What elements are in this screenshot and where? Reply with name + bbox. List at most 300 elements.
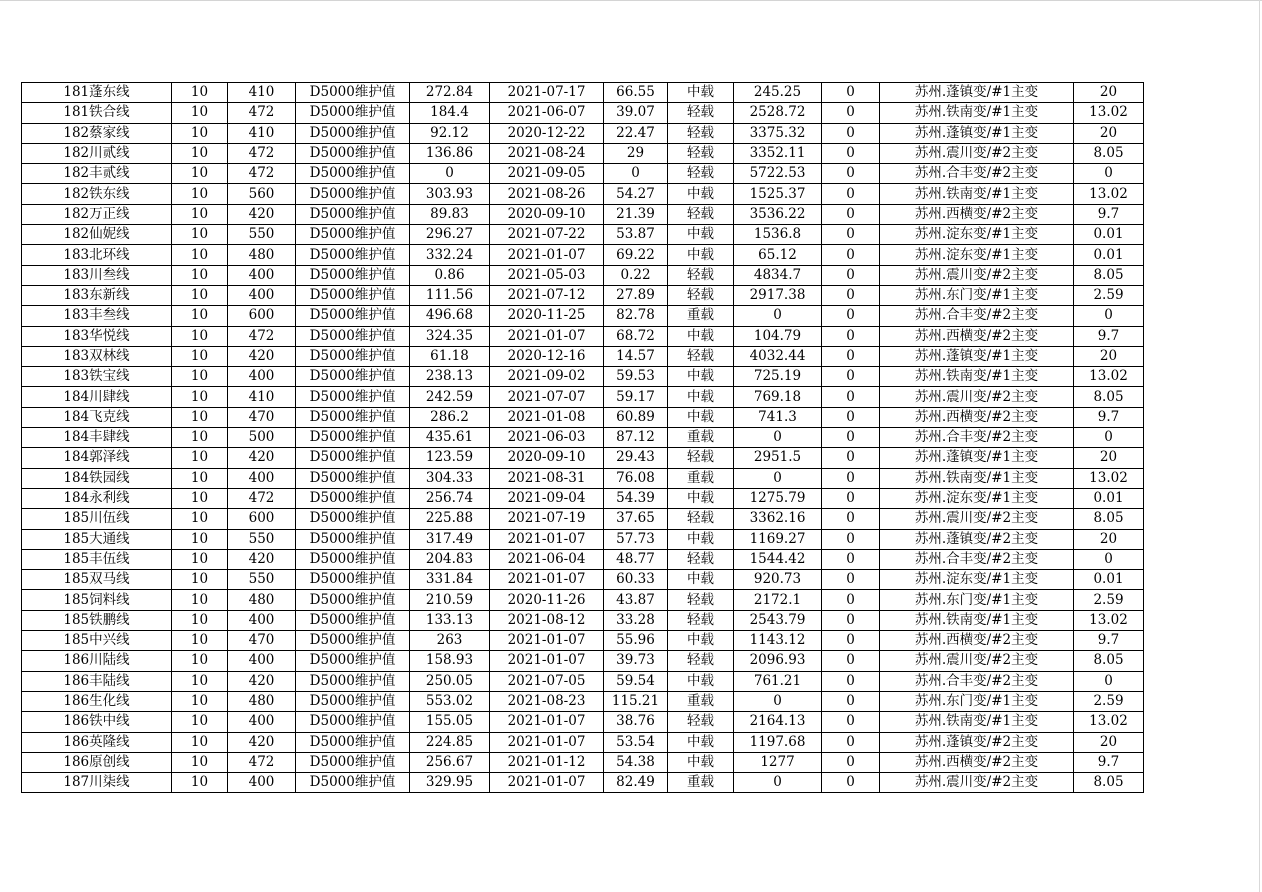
load-rate-cell: 76.08 bbox=[604, 468, 668, 488]
current-value-cell: 133.13 bbox=[410, 610, 490, 630]
voltage-cell: 10 bbox=[172, 123, 228, 143]
table-row bbox=[22, 651, 1144, 671]
rated-current-cell: 500 bbox=[228, 428, 296, 448]
rated-current-cell: 600 bbox=[228, 306, 296, 326]
line-name-cell: 186丰陆线 bbox=[22, 671, 172, 691]
table-row bbox=[22, 428, 1144, 448]
transformer-cell: 苏州.铁南变/#1主变 bbox=[880, 712, 1074, 732]
voltage-cell: 10 bbox=[172, 225, 228, 245]
line-name-cell: 183华悦线 bbox=[22, 326, 172, 346]
flag-cell: 0 bbox=[822, 265, 880, 285]
current-value-cell: 317.49 bbox=[410, 529, 490, 549]
rated-current-cell: 400 bbox=[228, 468, 296, 488]
source-cell: D5000维护值 bbox=[296, 326, 410, 346]
rated-current-cell: 560 bbox=[228, 184, 296, 204]
flag-cell: 0 bbox=[822, 529, 880, 549]
flag-cell: 0 bbox=[822, 671, 880, 691]
load-rate-cell: 53.87 bbox=[604, 225, 668, 245]
current-value-cell: 92.12 bbox=[410, 123, 490, 143]
rated-current-cell: 600 bbox=[228, 509, 296, 529]
load-rate-cell: 37.65 bbox=[604, 509, 668, 529]
capacity-cell: 0.01 bbox=[1074, 488, 1144, 508]
date-cell: 2021-05-03 bbox=[490, 265, 604, 285]
table-row bbox=[22, 83, 1144, 103]
line-name-cell: 183双林线 bbox=[22, 346, 172, 366]
load-status-cell: 轻载 bbox=[668, 123, 734, 143]
transformer-cell: 苏州.西横变/#2主变 bbox=[880, 204, 1074, 224]
table-row bbox=[22, 225, 1144, 245]
load-status-cell: 轻载 bbox=[668, 549, 734, 569]
voltage-cell: 10 bbox=[172, 103, 228, 123]
flag-cell: 0 bbox=[822, 549, 880, 569]
load-rate-cell: 0 bbox=[604, 164, 668, 184]
current-value-cell: 324.35 bbox=[410, 326, 490, 346]
load-status-cell: 轻载 bbox=[668, 103, 734, 123]
date-cell: 2021-01-08 bbox=[490, 407, 604, 427]
capacity-cell: 8.05 bbox=[1074, 651, 1144, 671]
margin-cell: 1525.37 bbox=[734, 184, 822, 204]
margin-cell: 0 bbox=[734, 468, 822, 488]
source-cell: D5000维护值 bbox=[296, 732, 410, 752]
voltage-cell: 10 bbox=[172, 549, 228, 569]
date-cell: 2021-07-22 bbox=[490, 225, 604, 245]
load-rate-cell: 82.78 bbox=[604, 306, 668, 326]
voltage-cell: 10 bbox=[172, 143, 228, 163]
date-cell: 2020-12-16 bbox=[490, 346, 604, 366]
load-rate-cell: 33.28 bbox=[604, 610, 668, 630]
flag-cell: 0 bbox=[822, 367, 880, 387]
rated-current-cell: 420 bbox=[228, 346, 296, 366]
load-rate-cell: 38.76 bbox=[604, 712, 668, 732]
data-table bbox=[21, 82, 1144, 793]
flag-cell: 0 bbox=[822, 570, 880, 590]
load-rate-cell: 29.43 bbox=[604, 448, 668, 468]
current-value-cell: 272.84 bbox=[410, 83, 490, 103]
margin-cell: 3375.32 bbox=[734, 123, 822, 143]
line-name-cell: 183北环线 bbox=[22, 245, 172, 265]
load-rate-cell: 60.33 bbox=[604, 570, 668, 590]
capacity-cell: 8.05 bbox=[1074, 509, 1144, 529]
voltage-cell: 10 bbox=[172, 752, 228, 772]
margin-cell: 3352.11 bbox=[734, 143, 822, 163]
capacity-cell: 8.05 bbox=[1074, 387, 1144, 407]
table-row bbox=[22, 387, 1144, 407]
capacity-cell: 9.7 bbox=[1074, 326, 1144, 346]
line-name-cell: 184飞克线 bbox=[22, 407, 172, 427]
transformer-cell: 苏州.铁南变/#1主变 bbox=[880, 103, 1074, 123]
rated-current-cell: 400 bbox=[228, 285, 296, 305]
line-name-cell: 184郭泽线 bbox=[22, 448, 172, 468]
date-cell: 2021-08-26 bbox=[490, 184, 604, 204]
rated-current-cell: 550 bbox=[228, 570, 296, 590]
source-cell: D5000维护值 bbox=[296, 671, 410, 691]
load-rate-cell: 59.17 bbox=[604, 387, 668, 407]
flag-cell: 0 bbox=[822, 488, 880, 508]
current-value-cell: 435.61 bbox=[410, 428, 490, 448]
margin-cell: 0 bbox=[734, 306, 822, 326]
load-rate-cell: 87.12 bbox=[604, 428, 668, 448]
line-name-cell: 186铁中线 bbox=[22, 712, 172, 732]
table-row bbox=[22, 549, 1144, 569]
current-value-cell: 89.83 bbox=[410, 204, 490, 224]
date-cell: 2021-08-23 bbox=[490, 691, 604, 711]
margin-cell: 1544.42 bbox=[734, 549, 822, 569]
line-name-cell: 185饲料线 bbox=[22, 590, 172, 610]
current-value-cell: 184.4 bbox=[410, 103, 490, 123]
load-rate-cell: 39.07 bbox=[604, 103, 668, 123]
capacity-cell: 20 bbox=[1074, 448, 1144, 468]
margin-cell: 104.79 bbox=[734, 326, 822, 346]
current-value-cell: 250.05 bbox=[410, 671, 490, 691]
table-row bbox=[22, 570, 1144, 590]
date-cell: 2021-07-12 bbox=[490, 285, 604, 305]
table-row bbox=[22, 143, 1144, 163]
current-value-cell: 553.02 bbox=[410, 691, 490, 711]
line-name-cell: 185中兴线 bbox=[22, 631, 172, 651]
voltage-cell: 10 bbox=[172, 306, 228, 326]
margin-cell: 0 bbox=[734, 691, 822, 711]
transformer-cell: 苏州.淀东变/#1主变 bbox=[880, 225, 1074, 245]
current-value-cell: 296.27 bbox=[410, 225, 490, 245]
rated-current-cell: 470 bbox=[228, 407, 296, 427]
transformer-cell: 苏州.蓬镇变/#1主变 bbox=[880, 346, 1074, 366]
flag-cell: 0 bbox=[822, 448, 880, 468]
load-status-cell: 中载 bbox=[668, 367, 734, 387]
load-status-cell: 轻载 bbox=[668, 265, 734, 285]
current-value-cell: 61.18 bbox=[410, 346, 490, 366]
load-status-cell: 中载 bbox=[668, 245, 734, 265]
source-cell: D5000维护值 bbox=[296, 123, 410, 143]
margin-cell: 761.21 bbox=[734, 671, 822, 691]
table-row bbox=[22, 306, 1144, 326]
current-value-cell: 263 bbox=[410, 631, 490, 651]
date-cell: 2021-08-31 bbox=[490, 468, 604, 488]
table-row bbox=[22, 590, 1144, 610]
margin-cell: 1275.79 bbox=[734, 488, 822, 508]
load-status-cell: 轻载 bbox=[668, 285, 734, 305]
current-value-cell: 204.83 bbox=[410, 549, 490, 569]
margin-cell: 741.3 bbox=[734, 407, 822, 427]
voltage-cell: 10 bbox=[172, 83, 228, 103]
flag-cell: 0 bbox=[822, 204, 880, 224]
date-cell: 2021-01-07 bbox=[490, 529, 604, 549]
capacity-cell: 2.59 bbox=[1074, 691, 1144, 711]
capacity-cell: 9.7 bbox=[1074, 407, 1144, 427]
date-cell: 2021-01-07 bbox=[490, 732, 604, 752]
table-row bbox=[22, 285, 1144, 305]
rated-current-cell: 420 bbox=[228, 204, 296, 224]
date-cell: 2021-07-07 bbox=[490, 387, 604, 407]
table-row bbox=[22, 164, 1144, 184]
line-name-cell: 183铁宝线 bbox=[22, 367, 172, 387]
source-cell: D5000维护值 bbox=[296, 712, 410, 732]
voltage-cell: 10 bbox=[172, 773, 228, 793]
transformer-cell: 苏州.震川变/#2主变 bbox=[880, 773, 1074, 793]
capacity-cell: 20 bbox=[1074, 732, 1144, 752]
margin-cell: 1197.68 bbox=[734, 732, 822, 752]
rated-current-cell: 410 bbox=[228, 123, 296, 143]
load-status-cell: 重载 bbox=[668, 468, 734, 488]
load-rate-cell: 48.77 bbox=[604, 549, 668, 569]
margin-cell: 1143.12 bbox=[734, 631, 822, 651]
margin-cell: 3536.22 bbox=[734, 204, 822, 224]
rated-current-cell: 410 bbox=[228, 387, 296, 407]
source-cell: D5000维护值 bbox=[296, 773, 410, 793]
load-status-cell: 中载 bbox=[668, 184, 734, 204]
margin-cell: 245.25 bbox=[734, 83, 822, 103]
load-status-cell: 中载 bbox=[668, 631, 734, 651]
transformer-cell: 苏州.淀东变/#1主变 bbox=[880, 245, 1074, 265]
date-cell: 2021-09-05 bbox=[490, 164, 604, 184]
voltage-cell: 10 bbox=[172, 671, 228, 691]
load-rate-cell: 21.39 bbox=[604, 204, 668, 224]
capacity-cell: 20 bbox=[1074, 83, 1144, 103]
source-cell: D5000维护值 bbox=[296, 509, 410, 529]
margin-cell: 5722.53 bbox=[734, 164, 822, 184]
table-row bbox=[22, 509, 1144, 529]
margin-cell: 4834.7 bbox=[734, 265, 822, 285]
load-rate-cell: 54.38 bbox=[604, 752, 668, 772]
capacity-cell: 2.59 bbox=[1074, 590, 1144, 610]
transformer-cell: 苏州.震川变/#2主变 bbox=[880, 265, 1074, 285]
flag-cell: 0 bbox=[822, 509, 880, 529]
load-rate-cell: 22.47 bbox=[604, 123, 668, 143]
margin-cell: 1277 bbox=[734, 752, 822, 772]
table-row bbox=[22, 367, 1144, 387]
date-cell: 2021-06-07 bbox=[490, 103, 604, 123]
transformer-cell: 苏州.震川变/#2主变 bbox=[880, 509, 1074, 529]
transformer-cell: 苏州.震川变/#2主变 bbox=[880, 651, 1074, 671]
margin-cell: 2164.13 bbox=[734, 712, 822, 732]
capacity-cell: 9.7 bbox=[1074, 752, 1144, 772]
table-row bbox=[22, 265, 1144, 285]
load-status-cell: 重载 bbox=[668, 691, 734, 711]
voltage-cell: 10 bbox=[172, 346, 228, 366]
transformer-cell: 苏州.蓬镇变/#2主变 bbox=[880, 732, 1074, 752]
source-cell: D5000维护值 bbox=[296, 651, 410, 671]
date-cell: 2020-09-10 bbox=[490, 204, 604, 224]
source-cell: D5000维护值 bbox=[296, 549, 410, 569]
rated-current-cell: 472 bbox=[228, 488, 296, 508]
load-rate-cell: 27.89 bbox=[604, 285, 668, 305]
voltage-cell: 10 bbox=[172, 245, 228, 265]
source-cell: D5000维护值 bbox=[296, 83, 410, 103]
transformer-cell: 苏州.西横变/#2主变 bbox=[880, 631, 1074, 651]
rated-current-cell: 410 bbox=[228, 83, 296, 103]
margin-cell: 0 bbox=[734, 773, 822, 793]
line-name-cell: 181蓬东线 bbox=[22, 83, 172, 103]
capacity-cell: 0 bbox=[1074, 671, 1144, 691]
rated-current-cell: 420 bbox=[228, 732, 296, 752]
date-cell: 2021-07-19 bbox=[490, 509, 604, 529]
load-rate-cell: 0.22 bbox=[604, 265, 668, 285]
flag-cell: 0 bbox=[822, 123, 880, 143]
date-cell: 2021-08-12 bbox=[490, 610, 604, 630]
current-value-cell: 136.86 bbox=[410, 143, 490, 163]
line-name-cell: 186川陆线 bbox=[22, 651, 172, 671]
source-cell: D5000维护值 bbox=[296, 610, 410, 630]
table-row bbox=[22, 488, 1144, 508]
margin-cell: 2096.93 bbox=[734, 651, 822, 671]
date-cell: 2021-01-07 bbox=[490, 651, 604, 671]
page-right-edge bbox=[1259, 0, 1260, 892]
load-status-cell: 轻载 bbox=[668, 590, 734, 610]
transformer-cell: 苏州.西横变/#2主变 bbox=[880, 326, 1074, 346]
date-cell: 2021-08-24 bbox=[490, 143, 604, 163]
capacity-cell: 20 bbox=[1074, 123, 1144, 143]
table-row bbox=[22, 123, 1144, 143]
capacity-cell: 13.02 bbox=[1074, 103, 1144, 123]
voltage-cell: 10 bbox=[172, 285, 228, 305]
table-row bbox=[22, 184, 1144, 204]
current-value-cell: 332.24 bbox=[410, 245, 490, 265]
date-cell: 2021-09-02 bbox=[490, 367, 604, 387]
margin-cell: 2951.5 bbox=[734, 448, 822, 468]
capacity-cell: 13.02 bbox=[1074, 184, 1144, 204]
table-row bbox=[22, 631, 1144, 651]
table-row bbox=[22, 245, 1144, 265]
date-cell: 2021-01-12 bbox=[490, 752, 604, 772]
table-row bbox=[22, 752, 1144, 772]
transformer-cell: 苏州.蓬镇变/#2主变 bbox=[880, 529, 1074, 549]
margin-cell: 2172.1 bbox=[734, 590, 822, 610]
rated-current-cell: 550 bbox=[228, 225, 296, 245]
voltage-cell: 10 bbox=[172, 387, 228, 407]
margin-cell: 1536.8 bbox=[734, 225, 822, 245]
source-cell: D5000维护值 bbox=[296, 570, 410, 590]
flag-cell: 0 bbox=[822, 164, 880, 184]
flag-cell: 0 bbox=[822, 387, 880, 407]
rated-current-cell: 420 bbox=[228, 671, 296, 691]
date-cell: 2021-06-04 bbox=[490, 549, 604, 569]
source-cell: D5000维护值 bbox=[296, 164, 410, 184]
line-name-cell: 185丰伍线 bbox=[22, 549, 172, 569]
line-name-cell: 184铁园线 bbox=[22, 468, 172, 488]
flag-cell: 0 bbox=[822, 732, 880, 752]
transformer-cell: 苏州.蓬镇变/#1主变 bbox=[880, 123, 1074, 143]
transformer-cell: 苏州.铁南变/#1主变 bbox=[880, 184, 1074, 204]
current-value-cell: 331.84 bbox=[410, 570, 490, 590]
rated-current-cell: 480 bbox=[228, 590, 296, 610]
source-cell: D5000维护值 bbox=[296, 387, 410, 407]
rated-current-cell: 472 bbox=[228, 752, 296, 772]
load-status-cell: 轻载 bbox=[668, 164, 734, 184]
table-row bbox=[22, 468, 1144, 488]
load-status-cell: 轻载 bbox=[668, 448, 734, 468]
date-cell: 2021-01-07 bbox=[490, 631, 604, 651]
capacity-cell: 13.02 bbox=[1074, 468, 1144, 488]
capacity-cell: 13.02 bbox=[1074, 610, 1144, 630]
load-status-cell: 中载 bbox=[668, 326, 734, 346]
line-name-cell: 186生化线 bbox=[22, 691, 172, 711]
flag-cell: 0 bbox=[822, 143, 880, 163]
flag-cell: 0 bbox=[822, 346, 880, 366]
margin-cell: 4032.44 bbox=[734, 346, 822, 366]
voltage-cell: 10 bbox=[172, 407, 228, 427]
flag-cell: 0 bbox=[822, 225, 880, 245]
line-name-cell: 182万正线 bbox=[22, 204, 172, 224]
voltage-cell: 10 bbox=[172, 488, 228, 508]
transformer-cell: 苏州.蓬镇变/#1主变 bbox=[880, 83, 1074, 103]
voltage-cell: 10 bbox=[172, 367, 228, 387]
table-row bbox=[22, 407, 1144, 427]
transformer-cell: 苏州.西横变/#2主变 bbox=[880, 752, 1074, 772]
capacity-cell: 20 bbox=[1074, 346, 1144, 366]
source-cell: D5000维护值 bbox=[296, 285, 410, 305]
rated-current-cell: 400 bbox=[228, 773, 296, 793]
rated-current-cell: 472 bbox=[228, 143, 296, 163]
load-status-cell: 轻载 bbox=[668, 712, 734, 732]
load-status-cell: 中载 bbox=[668, 732, 734, 752]
flag-cell: 0 bbox=[822, 651, 880, 671]
rated-current-cell: 480 bbox=[228, 245, 296, 265]
rated-current-cell: 470 bbox=[228, 631, 296, 651]
voltage-cell: 10 bbox=[172, 732, 228, 752]
line-name-cell: 181铁合线 bbox=[22, 103, 172, 123]
flag-cell: 0 bbox=[822, 773, 880, 793]
rated-current-cell: 480 bbox=[228, 691, 296, 711]
load-status-cell: 中载 bbox=[668, 529, 734, 549]
source-cell: D5000维护值 bbox=[296, 143, 410, 163]
voltage-cell: 10 bbox=[172, 590, 228, 610]
table-row bbox=[22, 103, 1144, 123]
load-rate-cell: 55.96 bbox=[604, 631, 668, 651]
source-cell: D5000维护值 bbox=[296, 488, 410, 508]
source-cell: D5000维护值 bbox=[296, 407, 410, 427]
capacity-cell: 8.05 bbox=[1074, 773, 1144, 793]
current-value-cell: 303.93 bbox=[410, 184, 490, 204]
current-value-cell: 123.59 bbox=[410, 448, 490, 468]
load-status-cell: 重载 bbox=[668, 428, 734, 448]
load-rate-cell: 59.54 bbox=[604, 671, 668, 691]
current-value-cell: 329.95 bbox=[410, 773, 490, 793]
rated-current-cell: 472 bbox=[228, 103, 296, 123]
line-name-cell: 185大通线 bbox=[22, 529, 172, 549]
voltage-cell: 10 bbox=[172, 529, 228, 549]
transformer-cell: 苏州.合丰变/#2主变 bbox=[880, 671, 1074, 691]
load-status-cell: 中载 bbox=[668, 488, 734, 508]
date-cell: 2021-01-07 bbox=[490, 773, 604, 793]
voltage-cell: 10 bbox=[172, 164, 228, 184]
capacity-cell: 13.02 bbox=[1074, 712, 1144, 732]
current-value-cell: 286.2 bbox=[410, 407, 490, 427]
current-value-cell: 304.33 bbox=[410, 468, 490, 488]
flag-cell: 0 bbox=[822, 631, 880, 651]
date-cell: 2021-01-07 bbox=[490, 326, 604, 346]
current-value-cell: 0 bbox=[410, 164, 490, 184]
capacity-cell: 8.05 bbox=[1074, 265, 1144, 285]
capacity-cell: 0 bbox=[1074, 428, 1144, 448]
table-row bbox=[22, 671, 1144, 691]
margin-cell: 2917.38 bbox=[734, 285, 822, 305]
line-name-cell: 183丰叁线 bbox=[22, 306, 172, 326]
load-status-cell: 轻载 bbox=[668, 610, 734, 630]
table-row bbox=[22, 732, 1144, 752]
transformer-cell: 苏州.合丰变/#2主变 bbox=[880, 428, 1074, 448]
flag-cell: 0 bbox=[822, 285, 880, 305]
voltage-cell: 10 bbox=[172, 448, 228, 468]
load-status-cell: 中载 bbox=[668, 225, 734, 245]
source-cell: D5000维护值 bbox=[296, 448, 410, 468]
transformer-cell: 苏州.铁南变/#1主变 bbox=[880, 468, 1074, 488]
load-status-cell: 轻载 bbox=[668, 651, 734, 671]
rated-current-cell: 400 bbox=[228, 712, 296, 732]
table-row bbox=[22, 326, 1144, 346]
voltage-cell: 10 bbox=[172, 570, 228, 590]
current-value-cell: 210.59 bbox=[410, 590, 490, 610]
line-name-cell: 182仙妮线 bbox=[22, 225, 172, 245]
load-status-cell: 重载 bbox=[668, 306, 734, 326]
